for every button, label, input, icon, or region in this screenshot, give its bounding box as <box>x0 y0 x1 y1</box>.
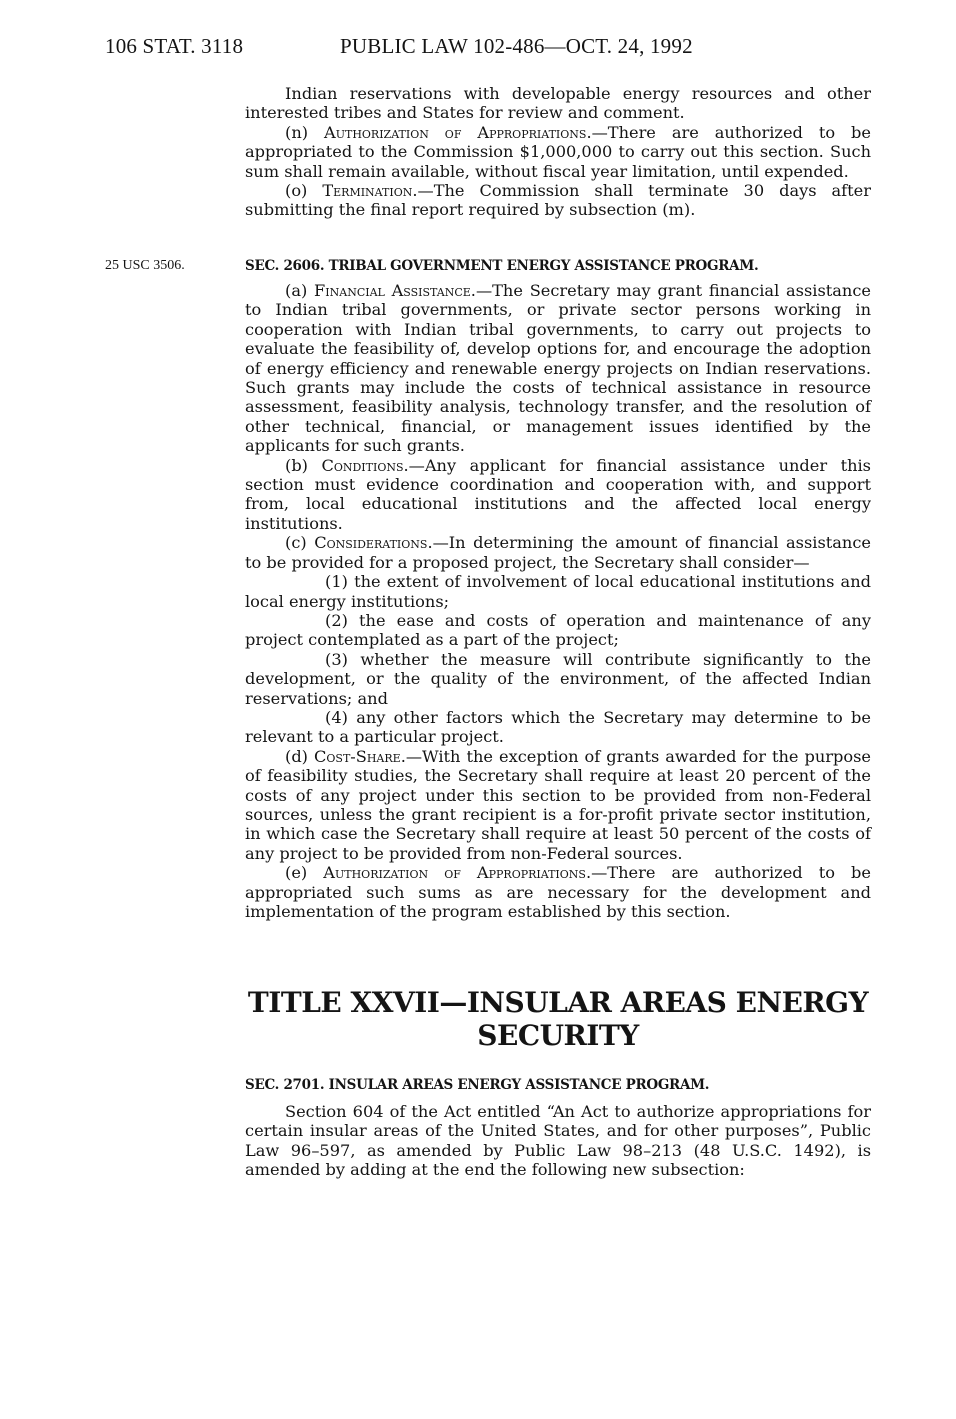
subsection-e-heading: Authorization of Appropriations <box>323 863 586 883</box>
subsection-o-text: .—The Commission shall terminate 30 days after submitting the final report required by subsection (m). <box>245 181 871 220</box>
subsection-n-label: (n) <box>285 122 325 142</box>
subsection-c-label: (c) <box>285 533 315 553</box>
subsection-n-text: .—There are authorized to be appropriated to the Commission $1,000,000 to carry out this section. Such sum shall remain available, without fiscal year limitation, until expended. <box>245 122 871 181</box>
subsection-c-heading: Considerations <box>314 533 428 553</box>
consideration-2: (2) the ease and costs of operation and maintenance of any project contemplated as a part of the project; <box>245 610 871 650</box>
subsection-d-text: .—With the exception of grants awarded for the purpose of feasibility studies, the Secretary shall require at least 20 percent of the costs of any project under this section to be provided from non-Federal sources, unless the grant recipient is a for-profit private sector institution, in which case the Secretary shall require at least 50 percent of the costs of any project to be provided from non-Federal sources. <box>245 746 871 863</box>
section-2606-body <box>245 281 871 921</box>
section-2606-heading: SEC. 2606. TRIBAL GOVERNMENT ENERGY ASSISTANCE PROGRAM. <box>245 258 759 274</box>
subsection-o <box>245 181 871 220</box>
subsection-o-heading: Termination <box>322 181 413 201</box>
title-line-2: SECURITY <box>477 1019 639 1052</box>
title-line-1: TITLE XXVII—INSULAR AREAS ENERGY <box>247 986 869 1019</box>
subsection-a <box>245 281 871 456</box>
subsection-b-heading: Conditions <box>321 455 404 475</box>
section-2701-body <box>245 1102 871 1180</box>
subsection-n-heading: Authorization of Appropriations <box>324 122 587 142</box>
title-xxvii-heading <box>245 986 871 1052</box>
subsection-c <box>245 533 871 572</box>
section-2701-heading: SEC. 2701. INSULAR AREAS ENERGY ASSISTANCE PROGRAM. <box>245 1077 710 1093</box>
consideration-3: (3) whether the measure will contribute significantly to the development, or the quality of the environment, of the affected Indian reservations; and <box>245 649 871 708</box>
subsection-a-label: (a) <box>285 281 315 300</box>
paragraph-continued: Indian reservations with developable energy resources and other interested tribes and States for review and comment. <box>245 84 871 123</box>
subsection-d <box>245 747 871 863</box>
subsection-d-label: (d) <box>285 746 314 766</box>
margin-citation: 25 USC 3506. <box>105 258 185 273</box>
section-2701-text: Section 604 of the Act entitled “An Act to authorize appropriations for certain insular areas of the United States, and for other purposes”, Public Law 96–597, as amended by Public Law 98–213 (48 U.S.C. 1492), is amended by adding at the end the following new subsection: <box>245 1102 871 1180</box>
subsection-a-heading: Financial Assistance <box>314 281 471 300</box>
subsection-b-label: (b) <box>285 455 322 475</box>
continued-section-block <box>245 84 871 220</box>
subsection-b-text: .—Any applicant for financial assistance under this section must evidence coordination and cooperation with, and support from, local educational institutions and the affected local energy institutions. <box>245 455 871 533</box>
subsection-o-label: (o) <box>285 181 323 201</box>
consideration-4: (4) any other factors which the Secretary may determine to be relevant to a particular project. <box>245 707 871 747</box>
subsection-d-heading: Cost-Share <box>314 746 401 766</box>
subsection-e-label: (e) <box>285 863 324 883</box>
subsection-c-text: .—In determining the amount of financial assistance to be provided for a proposed project, the Secretary shall consider— <box>245 533 871 572</box>
subsection-e <box>245 863 871 921</box>
subsection-b <box>245 456 871 534</box>
consideration-1: (1) the extent of involvement of local educational institutions and local energy institutions; <box>245 572 871 611</box>
subsection-a-text: .—The Secretary may grant financial assistance to Indian tribal governments, or private sector persons working in cooperation with Indian tribal governments, to carry out projects to evaluate the feasibility of, develop options for, and encourage the adoption of energy efficiency and renewable energy projects on Indian reservations. Such grants may include the costs of technical assistance in resource assessment, feasibility analysis, technology transfer, and the resolution of other technical, financial, or management issues identified by the applicants for such grants. <box>245 281 871 456</box>
subsection-e-text: .—There are authorized to be appropriated such sums as are necessary for the development and implementation of the program established by this section. <box>245 863 871 921</box>
page-header-stat: 106 STAT. 3118 <box>105 34 244 58</box>
subsection-n <box>245 123 871 181</box>
page-header-public-law: PUBLIC LAW 102-486—OCT. 24, 1992 <box>340 34 693 58</box>
